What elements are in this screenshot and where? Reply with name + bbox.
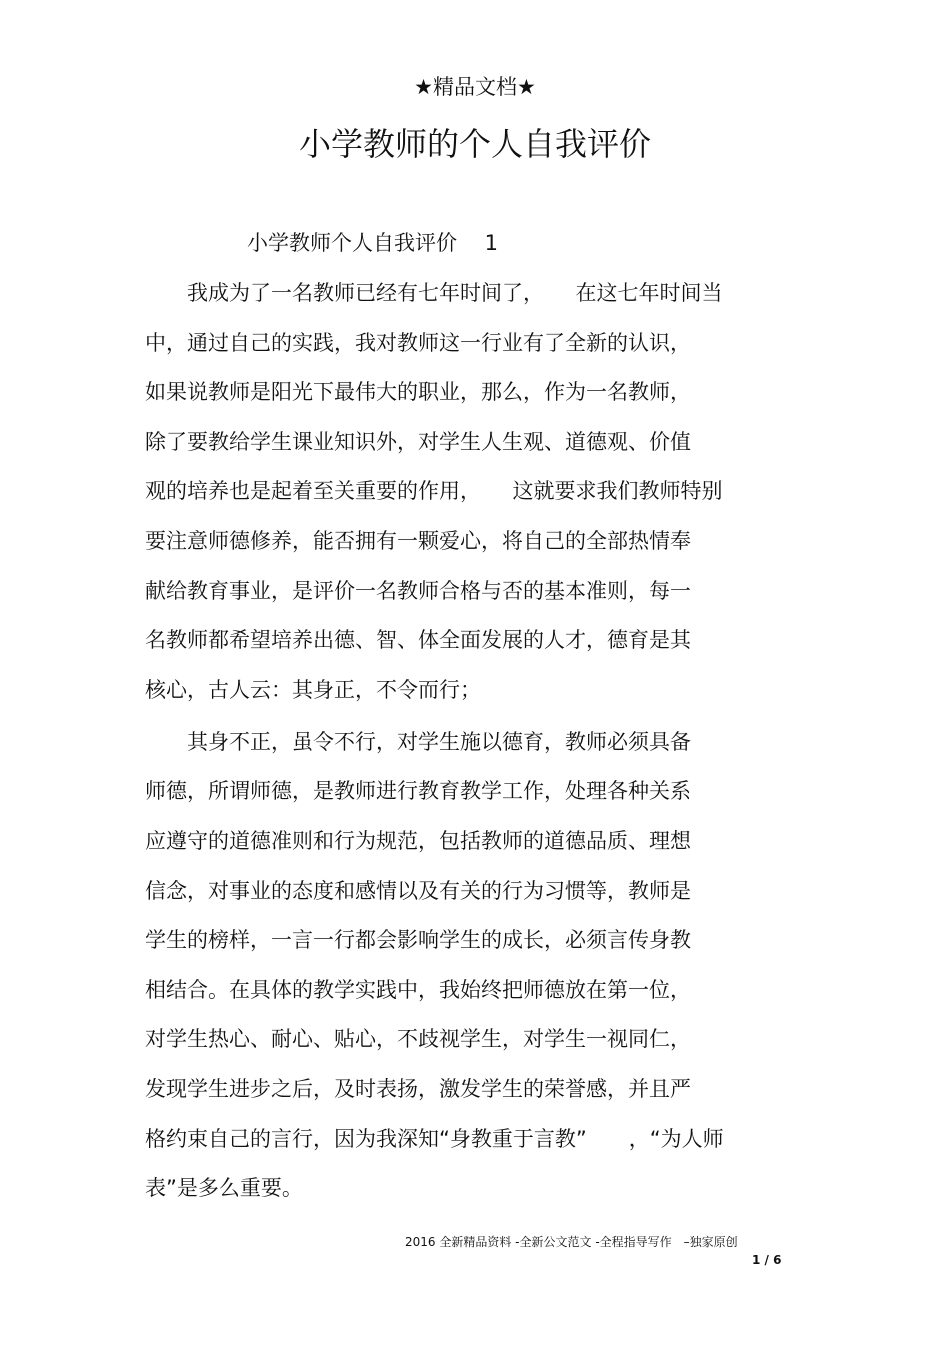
- footer-text: 2016 全新精品资料 -全新公文范文 -全程指导写作 –独家原创: [405, 1235, 738, 1249]
- body-line: 名教师都希望培养出德、智、体全面发展的人才，德育是其: [145, 628, 691, 652]
- section-heading: 小学教师个人自我评价 1: [247, 231, 499, 255]
- body-line: 信念，对事业的态度和感情以及有关的行为习惯等，教师是: [145, 879, 691, 903]
- body-line: 献给教育事业，是评价一名教师合格与否的基本准则，每一: [145, 579, 691, 603]
- body-line: 我成为了一名教师已经有七年时间了， 在这七年时间当: [145, 281, 723, 305]
- body-line: 发现学生进步之后，及时表扬，激发学生的荣誉感，并且严: [145, 1077, 691, 1101]
- body-line: 除了要教给学生课业知识外，对学生人生观、道德观、价值: [145, 430, 691, 454]
- body-line: 要注意师德修养，能否拥有一颗爱心，将自己的全部热情奉: [145, 529, 691, 553]
- body-line: 如果说教师是阳光下最伟大的职业，那么，作为一名教师，: [145, 380, 691, 404]
- body-line: 对学生热心、耐心、贴心，不歧视学生，对学生一视同仁，: [145, 1027, 691, 1051]
- body-line: 学生的榜样，一言一行都会影响学生的成长，必须言传身教: [145, 928, 691, 952]
- body-line: 相结合。在具体的教学实践中，我始终把师德放在第一位，: [145, 978, 691, 1002]
- body-line: 观的培养也是起着至关重要的作用， 这就要求我们教师特别: [145, 479, 723, 503]
- body-line: 核心，古人云：其身正，不令而行；: [145, 678, 481, 702]
- body-line: 其身不正，虽令不行，对学生施以德育，教师必须具备: [145, 730, 691, 754]
- body-line: 师德，所谓师德，是教师进行教育教学工作，处理各种关系: [145, 779, 691, 803]
- document-title: 小学教师的个人自我评价: [298, 125, 651, 163]
- body-line: 应遵守的道德准则和行为规范，包括教师的道德品质、理想: [145, 829, 691, 853]
- body-line: 格约束自己的言行，因为我深知“身教重于言教” ，“为人师: [145, 1127, 724, 1151]
- page-number: 1 / 6: [752, 1253, 782, 1267]
- body-line: 表”是多么重要。: [145, 1176, 303, 1200]
- body-line: 中，通过自己的实践，我对教师这一行业有了全新的认识，: [145, 331, 691, 355]
- header-badge: ★精品文档★: [414, 75, 536, 99]
